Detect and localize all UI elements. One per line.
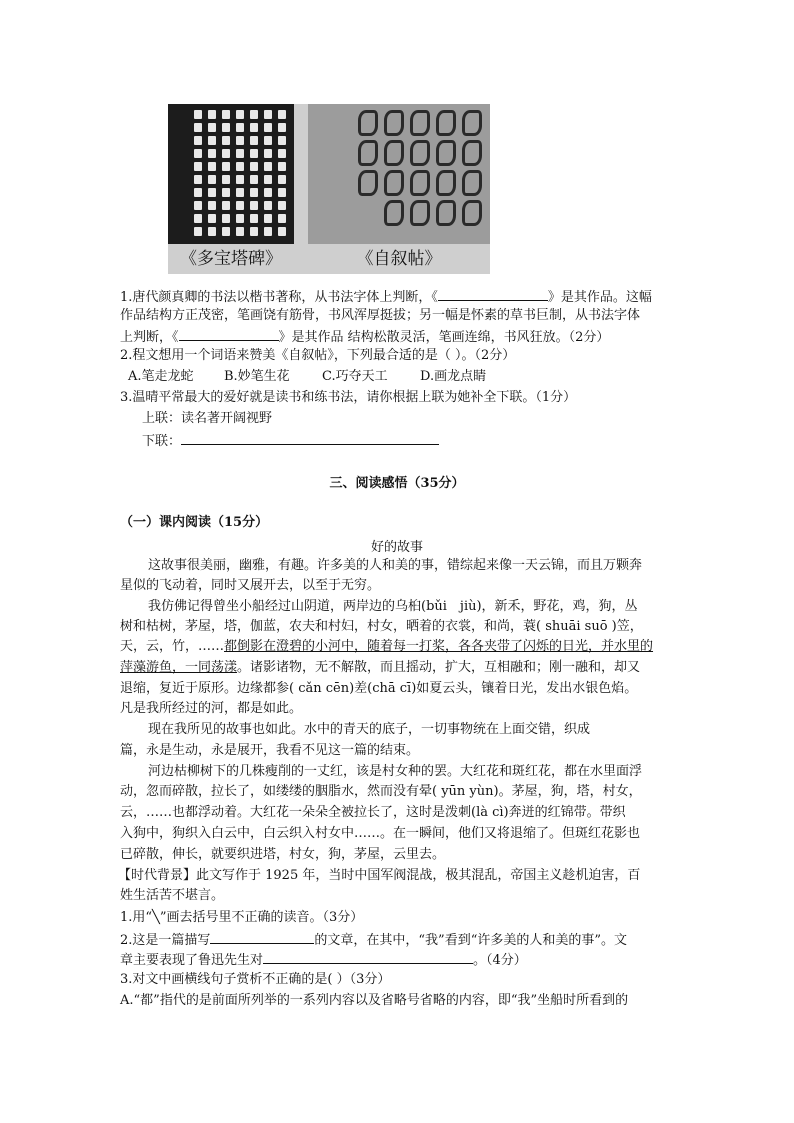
passage-text: 天，云，竹，……: [120, 639, 225, 654]
reading-q2-text-a: 2.这是一篇描写: [120, 933, 211, 948]
caption-duobao: 《多宝塔碑》: [180, 249, 282, 269]
passage-line: 树和枯树，茅屋，塔，伽蓝，农夫和村妇，村女，晒着的衣裳，和尚，蓑( shuāi suō )笠，: [120, 619, 643, 634]
q1-text-b: 》是其作品。这幅: [547, 290, 652, 305]
background-note: 【时代背景】此文写作于 1925 年，当时中国军阀混战，极其混乱，帝国主义趁机迫害，百: [118, 868, 641, 883]
couplet-lower-blank[interactable]: [181, 430, 439, 445]
passage-line: 星似的飞动着，同时又展开去，以至于无穷。: [120, 578, 381, 593]
q1-text-c: 上判断，《: [120, 330, 179, 345]
passage-line: 凡是我所经过的河，都是如此。: [120, 701, 303, 716]
q3-stem: 3.温晴平常最大的爱好就是读书和练书法，请你根据上联为她补全下联。（1分）: [120, 390, 577, 405]
passage-line: 我仿佛记得曾坐小船经过山阴道，两岸边的乌桕(bǔi jiù)，新禾，野花，鸡，狗，丛: [148, 599, 638, 614]
passage-line: [120, 637, 653, 657]
q1-line3: [120, 326, 609, 348]
q1-answer-blank-2[interactable]: [179, 326, 279, 341]
couplet-lower: [142, 430, 439, 452]
couplet-lower-label: 下联：: [142, 434, 182, 449]
reading-q2-blank-1[interactable]: [210, 929, 314, 944]
autobiography-scroll-image: [308, 104, 490, 244]
q2-option-d[interactable]: D.画龙点睛: [420, 369, 487, 384]
reading-q3-option-a[interactable]: A.“都”指代的是前面所列举的一系列内容以及省略号省略的内容，即“我”坐船时所看到的: [120, 993, 629, 1008]
reading-q2-line2: [120, 949, 527, 971]
couplet-upper: 上联：读名著开阔视野: [142, 411, 273, 426]
passage-line: 云，……也都浮动着。大红花一朵朵全被拉长了，这时是泼刺(là cì)奔迸的红锦带。带织: [120, 805, 626, 820]
passage-line: 河边枯柳树下的几株瘦削的一丈红，该是村女种的罢。大红花和斑红花，都在水里面浮: [148, 764, 643, 779]
passage-text: 。诸影诸物，无不解散，而且摇动，扩大，互相融和；刚一融和，却又: [237, 660, 641, 675]
q1-line2: 作品结构方正茂密，笔画饶有筋骨，书风浑厚挺拔；另一幅是怀素的草书巨制，从书法字体: [120, 308, 641, 323]
reading-q2-text-c: 章主要表现了鲁迅先生对: [120, 953, 264, 968]
duobao-stele-image: [168, 104, 294, 244]
section-title: 三、阅读感悟（35分）: [329, 476, 465, 491]
passage-line: 退缩，复近于原形。边缘都参( cǎn cēn)差(chā cī)如夏云头，镶着日光，发出水银色焰。: [120, 681, 638, 696]
underlined-sentence: 萍藻游鱼，一同荡漾: [120, 660, 238, 675]
q2-option-c[interactable]: C.巧夺天工: [322, 369, 388, 384]
reading-q3: 3.对文中画横线句子赏析不正确的是( ）（3分）: [120, 972, 391, 987]
reading-q2-text-b: 的文章，在其中，“我”看到“许多美的人和美的事”。文: [314, 933, 627, 948]
q1-line1: [120, 286, 652, 308]
reading-q2-line1: [120, 929, 627, 951]
q1-answer-blank-1[interactable]: [438, 286, 548, 301]
passage-line: [120, 658, 640, 678]
passage-line: 现在我所见的故事也如此。水中的青天的底子，一切事物统在上面交错，织成: [148, 722, 591, 737]
passage-title: 好的故事: [370, 540, 423, 555]
background-note: 姓生活苦不堪言。: [120, 888, 225, 903]
reading-q2-text-d: 。（4分）: [473, 953, 527, 968]
passage-line: 入狗中，狗织入白云中，白云织入村女中……。在一瞬间，他们又将退缩了。但斑红花影也: [120, 826, 641, 841]
calligraphy-figure: [168, 104, 490, 274]
caption-zixutie: 《自叙帖》: [356, 249, 442, 269]
q1-text-a: 1.唐代颜真卿的书法以楷书著称，从书法字体上判断，《: [120, 290, 438, 305]
subsection-title: （一）课内阅读（15分）: [120, 515, 269, 530]
q1-text-d: 》是其作品 结构松散灵活，笔画连绵，书风狂放。（2分）: [278, 330, 610, 345]
q2-option-b[interactable]: B.妙笔生花: [224, 369, 290, 384]
passage-line: 篇，永是生动，永是展开，我看不见这一篇的结束。: [120, 743, 420, 758]
underlined-sentence: 都倒影在澄碧的小河中，随着每一打桨，各各夹带了闪烁的日光，并水里的: [224, 639, 654, 654]
passage-line: 已碎散，伸长，就要织进塔，村女，狗，茅屋，云里去。: [120, 847, 446, 862]
reading-q2-blank-2[interactable]: [263, 949, 473, 964]
q2-stem: 2.程文想用一个词语来赞美《自叙帖》，下列最合适的是（ ）。（2分）: [120, 348, 516, 363]
passage-line: 动，忽而碎散，拉长了，如缕缕的胭脂水，然而没有晕( yūn yùn)。茅屋，狗，塔，村女，: [120, 784, 642, 799]
q2-option-a[interactable]: A.笔走龙蛇: [128, 369, 194, 384]
passage-line: 这故事很美丽，幽雅，有趣。许多美的人和美的事，错综起来像一天云锦，而且万颗奔: [148, 558, 643, 573]
reading-q1: 1.用“╲”画去括号里不正确的读音。（3分）: [120, 910, 364, 925]
